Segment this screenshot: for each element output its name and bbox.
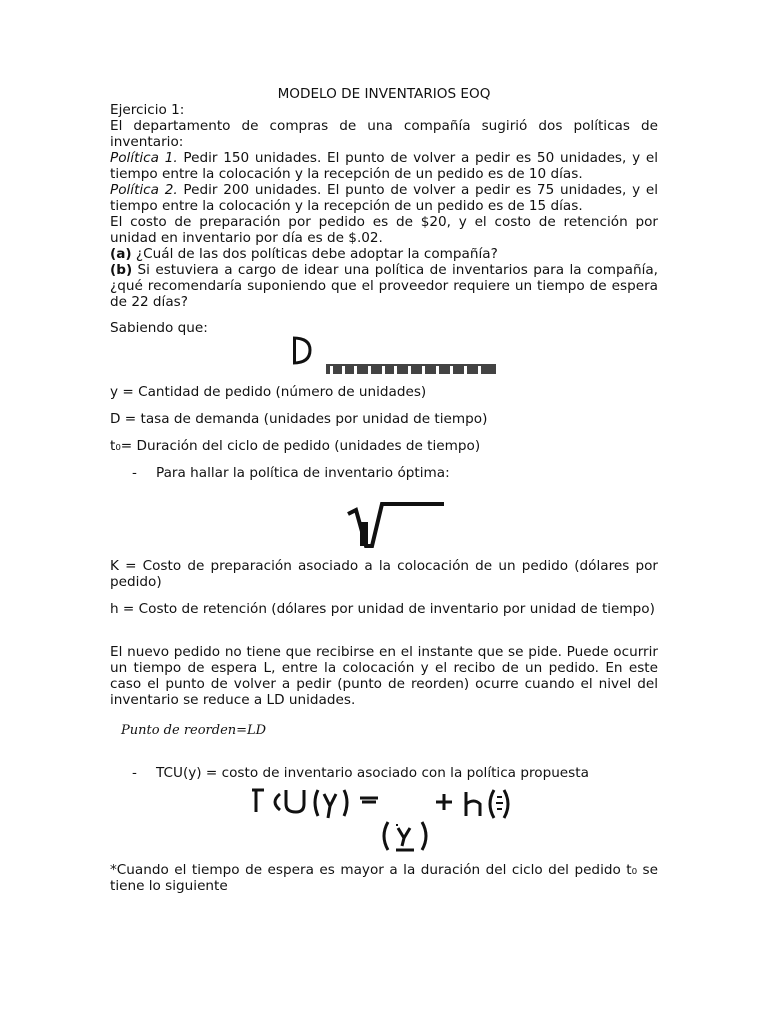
exercise-intro: El departamento de compras de una compañía sugirió dos políticas de inventario:: [110, 118, 658, 150]
costs-text: El costo de preparación por pedido es de $20, y el costo de retención por unidad en inventario por día es de $.02.: [110, 214, 658, 246]
bullet-tcu: [132, 765, 658, 781]
question-a: [110, 246, 658, 262]
exercise-block: [110, 102, 658, 310]
policy-1: [110, 150, 658, 182]
exercise-heading: Ejercicio 1:: [110, 102, 185, 118]
cycle-formula-image: [290, 334, 500, 376]
policy-1-text: Pedir 150 unidades. El punto de volver a pedir es 50 unidades, y el tiempo entre la colocación y la recepción de un pedido es de 10 días.: [110, 150, 658, 182]
def-y: y = Cantidad de pedido (número de unidades): [110, 384, 427, 400]
bullet-tcu-text: TCU(y) = costo de inventario asociado con la política propuesta: [156, 765, 589, 781]
bullet-dash: -: [132, 765, 137, 781]
footer-text: *Cuando el tiempo de espera es mayor a la duración del ciclo del pedido t₀ se tiene lo siguiente: [110, 862, 658, 894]
def-K: K = Costo de preparación asociado a la colocación de un pedido (dólares por pedido): [110, 558, 658, 590]
question-b-label: (b): [110, 262, 133, 278]
document-title: MODELO DE INVENTARIOS EOQ: [277, 86, 491, 102]
def-t0: t₀= Duración del ciclo de pedido (unidades de tiempo): [110, 438, 481, 454]
question-b: [110, 262, 658, 310]
tcu-formula-image: [252, 788, 514, 854]
question-b-text: Si estuviera a cargo de idear una política de inventarios para la compañía, ¿qué recomendaría suponiendo que el proveedor requiere un tiempo de espera de 22 días?: [110, 262, 658, 310]
def-D: D = tasa de demanda (unidades por unidad de tiempo): [110, 411, 488, 427]
reorder-formula-text: Punto de reorden=LD: [121, 723, 267, 738]
bullet-optimal-policy: [132, 465, 658, 481]
reorder-formula: [121, 722, 669, 739]
question-a-label: (a): [110, 246, 132, 262]
knowing-text: Sabiendo que:: [110, 320, 208, 336]
policy-1-label: Política 1.: [110, 150, 178, 166]
question-a-text: ¿Cuál de las dos políticas debe adoptar la compañía?: [131, 246, 498, 262]
bullet-optimal-policy-text: Para hallar la política de inventario óptima:: [156, 465, 450, 481]
eoq-sqrt-formula-image: [342, 496, 452, 550]
reorder-paragraph: El nuevo pedido no tiene que recibirse en el instante que se pide. Puede ocurrir un tiempo de espera L, entre la colocación y el recibo de un pedido. En este caso el punto de volver a pedir (punto de reorden) ocurre cuando el nivel del inventario se reduce a LD unidades.: [110, 644, 658, 708]
policy-2-text: Pedir 200 unidades. El punto de volver a pedir es 75 unidades, y el tiempo entre la colocación y la recepción de un pedido es de 15 días.: [110, 182, 658, 214]
policy-2: [110, 182, 658, 214]
bullet-dash: -: [132, 465, 137, 481]
policy-2-label: Política 2.: [110, 182, 178, 198]
def-h: h = Costo de retención (dólares por unidad de inventario por unidad de tiempo): [110, 601, 655, 617]
